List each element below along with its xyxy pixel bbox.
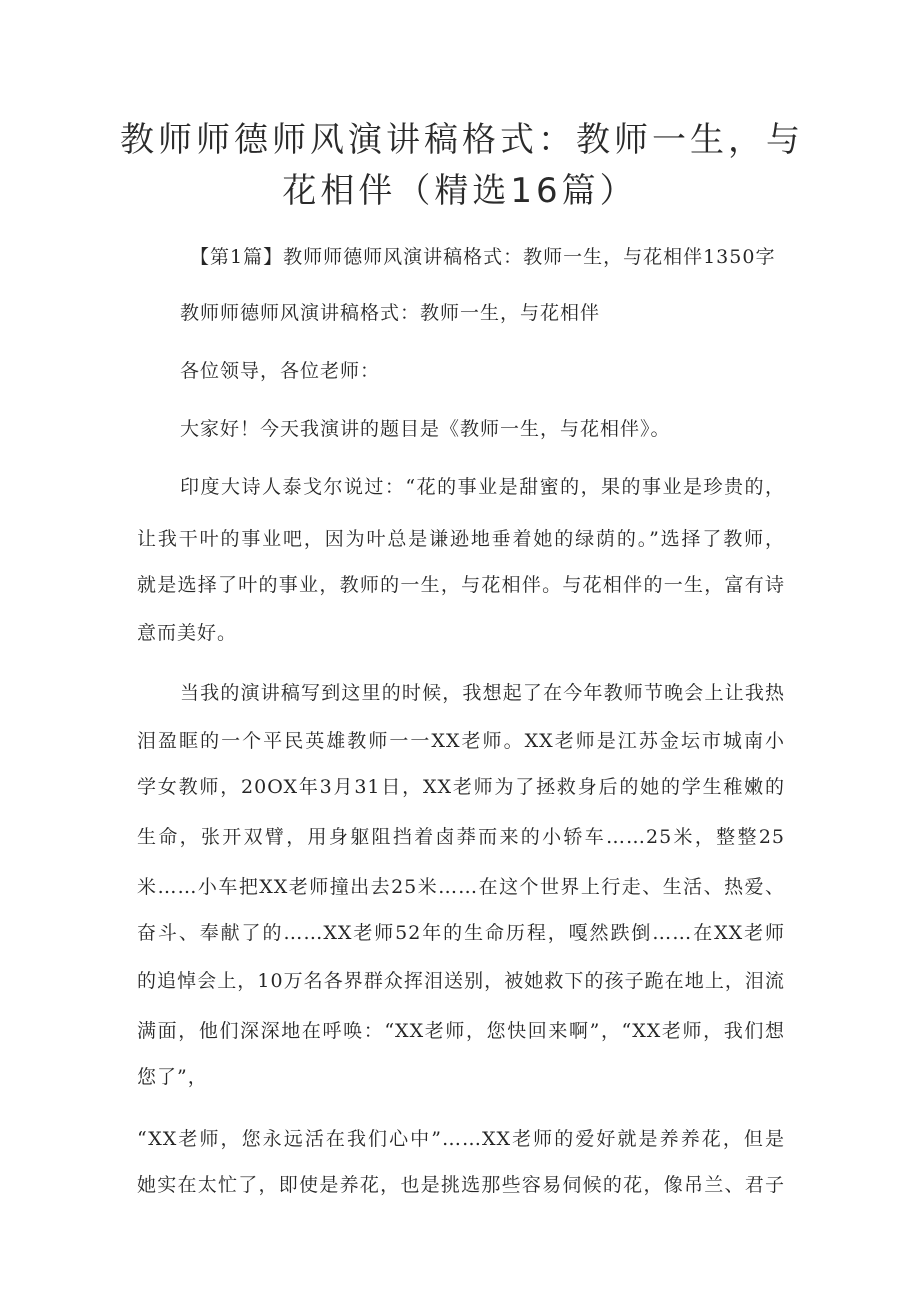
paragraph-line: 意而美好。 bbox=[137, 622, 238, 644]
document-title-line-1: 教师师德师风演讲稿格式：教师一生，与 bbox=[120, 120, 804, 160]
paragraph-line: “XX老师，您永远活在我们心中”……XX老师的爱好就是养养花，但是 bbox=[137, 1128, 785, 1150]
paragraph-line: 当我的演讲稿写到这里的时候，我想起了在今年教师节晚会上让我热 bbox=[180, 682, 785, 704]
article-heading: 【第1篇】教师师德师风演讲稿格式：教师一生，与花相伴1350字 bbox=[190, 246, 776, 268]
paragraph-line: 印度大诗人泰戈尔说过：“花的事业是甜蜜的，果的事业是珍贵的， bbox=[180, 476, 785, 498]
paragraph-line: 就是选择了叶的事业，教师的一生，与花相伴。与花相伴的一生，富有诗 bbox=[137, 574, 785, 596]
speech-subtitle: 教师师德师风演讲稿格式：教师一生，与花相伴 bbox=[180, 302, 601, 324]
paragraph-line: 生命，张开双臂，用身躯阻挡着卤莽而来的小轿车……25米，整整25 bbox=[137, 826, 785, 848]
paragraph-line: 泪盈眶的一个平民英雄教师一一XX老师。XX老师是江苏金坛市城南小 bbox=[137, 730, 785, 752]
document-title-line-2: 花相伴（精选16篇） bbox=[282, 171, 638, 211]
greeting: 各位领导，各位老师： bbox=[180, 360, 381, 382]
paragraph-line: 学女教师，20OX年3月31日，XX老师为了拯救身后的她的学生稚嫩的 bbox=[137, 776, 785, 798]
intro-line: 大家好！今天我演讲的题目是《教师一生，与花相伴》。 bbox=[180, 418, 671, 440]
paragraph-line: 让我干叶的事业吧，因为叶总是谦逊地垂着她的绿荫的。”选择了教师， bbox=[137, 528, 785, 550]
paragraph-line: 米……小车把XX老师撞出去25米……在这个世界上行走、生活、热爱、 bbox=[137, 876, 785, 898]
paragraph-line: 您了”， bbox=[137, 1066, 208, 1088]
paragraph-line: 奋斗、奉献了的……XX老师52年的生命历程，嘎然跌倒……在XX老师 bbox=[137, 922, 785, 944]
paragraph-line: 满面，他们深深地在呼唤：“XX老师，您快回来啊”，“XX老师，我们想 bbox=[137, 1020, 785, 1042]
paragraph-line: 她实在太忙了，即使是养花，也是挑选那些容易伺候的花，像吊兰、君子 bbox=[137, 1174, 785, 1196]
paragraph-line: 的追悼会上，10万名各界群众挥泪送别，被她救下的孩子跪在地上，泪流 bbox=[137, 970, 785, 992]
